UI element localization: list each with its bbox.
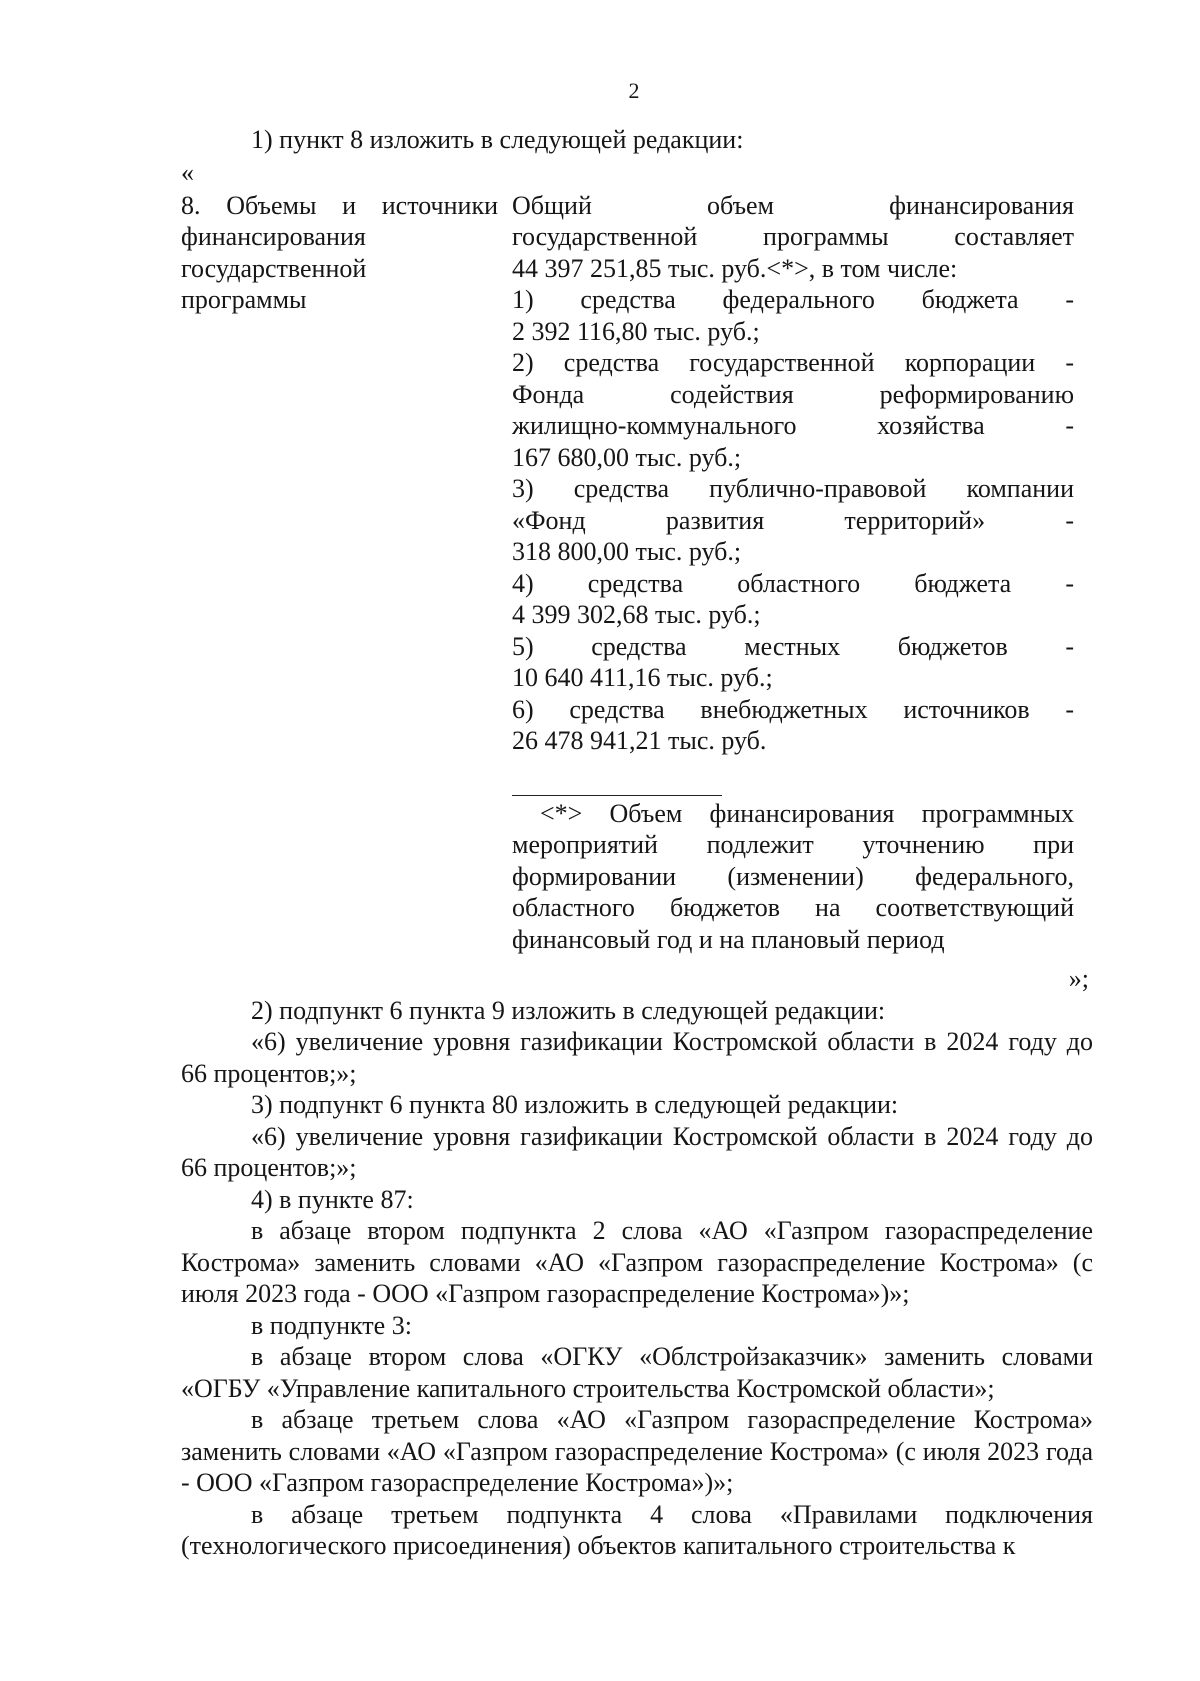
amendment-text: в абзаце втором слова «ОГКУ «Облстройзаказчик» заменить словами «ОГБУ «Управление капитального строительства Костромской области»;	[181, 1342, 1093, 1403]
value-line: «Фонд развития территорий» -	[512, 505, 1074, 535]
amendment-item-3: 3) подпункт 6 пункта 80 изложить в следующей редакции:	[251, 1090, 899, 1119]
amendment-text: «6) увеличение уровня газификации Костромской области в 2024 году до 66 процентов;»;	[181, 1121, 1093, 1182]
value-line: жилищно-коммунального хозяйства -	[512, 411, 1074, 440]
amendment-text: «6) увеличение уровня газификации Костромской области в 2024 году до 66 процентов;»;	[181, 1027, 1093, 1088]
value-line: государственной программы составляет	[512, 222, 1074, 251]
label-line: государственной	[181, 253, 367, 283]
value-line: 4 399 302,68 тыс. руб.;	[512, 600, 761, 629]
value-line: 26 478 941,21 тыс. руб.	[512, 726, 767, 755]
table-cell-label	[181, 190, 512, 316]
amendment-text: в абзаце третьем слова «АО «Газпром газораспределение Кострома» заменить словами «АО «Газпром газораспределение Кострома» (с июля 2023 года - ООО «Газпром газораспределение Кострома»)»;	[181, 1405, 1093, 1497]
opening-quote-mark: «	[181, 157, 194, 187]
footnote-separator	[512, 795, 722, 796]
value-line: 10 640 411,16 тыс. руб.;	[512, 663, 773, 692]
value-line: Общий объем финансирования	[512, 190, 1074, 220]
value-line: 44 397 251,85 тыс. руб.<*>, в том числе:	[512, 253, 958, 283]
value-line: 167 680,00 тыс. руб.;	[512, 442, 742, 472]
value-line: 3) средства публично-правовой компании	[512, 474, 1074, 503]
document-body	[181, 124, 1093, 1562]
value-line: 318 800,00 тыс. руб.;	[512, 537, 742, 566]
label-line: программы	[181, 285, 307, 314]
passport-table-row	[181, 190, 1093, 956]
value-line: 4) средства областного бюджета -	[512, 568, 1074, 598]
label-line: финансирования	[181, 222, 366, 251]
page-number: 2	[628, 78, 640, 103]
value-line: 5) средства местных бюджетов -	[512, 631, 1074, 661]
table-cell-value	[512, 190, 1074, 956]
amendment-text: в подпункте 3:	[251, 1310, 412, 1340]
amendment-item-1: 1) пункт 8 изложить в следующей редакции:	[251, 125, 744, 154]
amendment-item-2: 2) подпункт 6 пункта 9 изложить в следующей редакции:	[251, 995, 886, 1025]
amendment-text: в абзаце втором подпункта 2 слова «АО «Газпром газораспределение Кострома» заменить словами «АО «Газпром газораспределение Кострома» (с июля 2023 года - ООО «Газпром газораспределение Кострома»)»;	[181, 1216, 1093, 1308]
value-line: Фонда содействия реформированию	[512, 379, 1074, 409]
value-line: 6) средства внебюджетных источников -	[512, 694, 1074, 724]
value-line: 2) средства государственной корпорации -	[512, 348, 1074, 377]
closing-quote-mark: »;	[1068, 964, 1089, 993]
amendment-item-4: 4) в пункте 87:	[251, 1184, 414, 1214]
footnote-text: <*> Объем финансирования программных мероприятий подлежит уточнению при формировании (изменении) федерального, областного бюджетов на соответствующий финансовый год и на плановый период	[512, 798, 1074, 954]
value-line: 2 392 116,80 тыс. руб.;	[512, 316, 760, 346]
amendment-text: в абзаце третьем подпункта 4 слова «Правилами подключения (технологического присоединения) объектов капитального строительства к	[181, 1499, 1093, 1560]
value-line: 1) средства федерального бюджета -	[512, 285, 1074, 314]
label-line: 8. Объемы и источники	[181, 190, 498, 220]
